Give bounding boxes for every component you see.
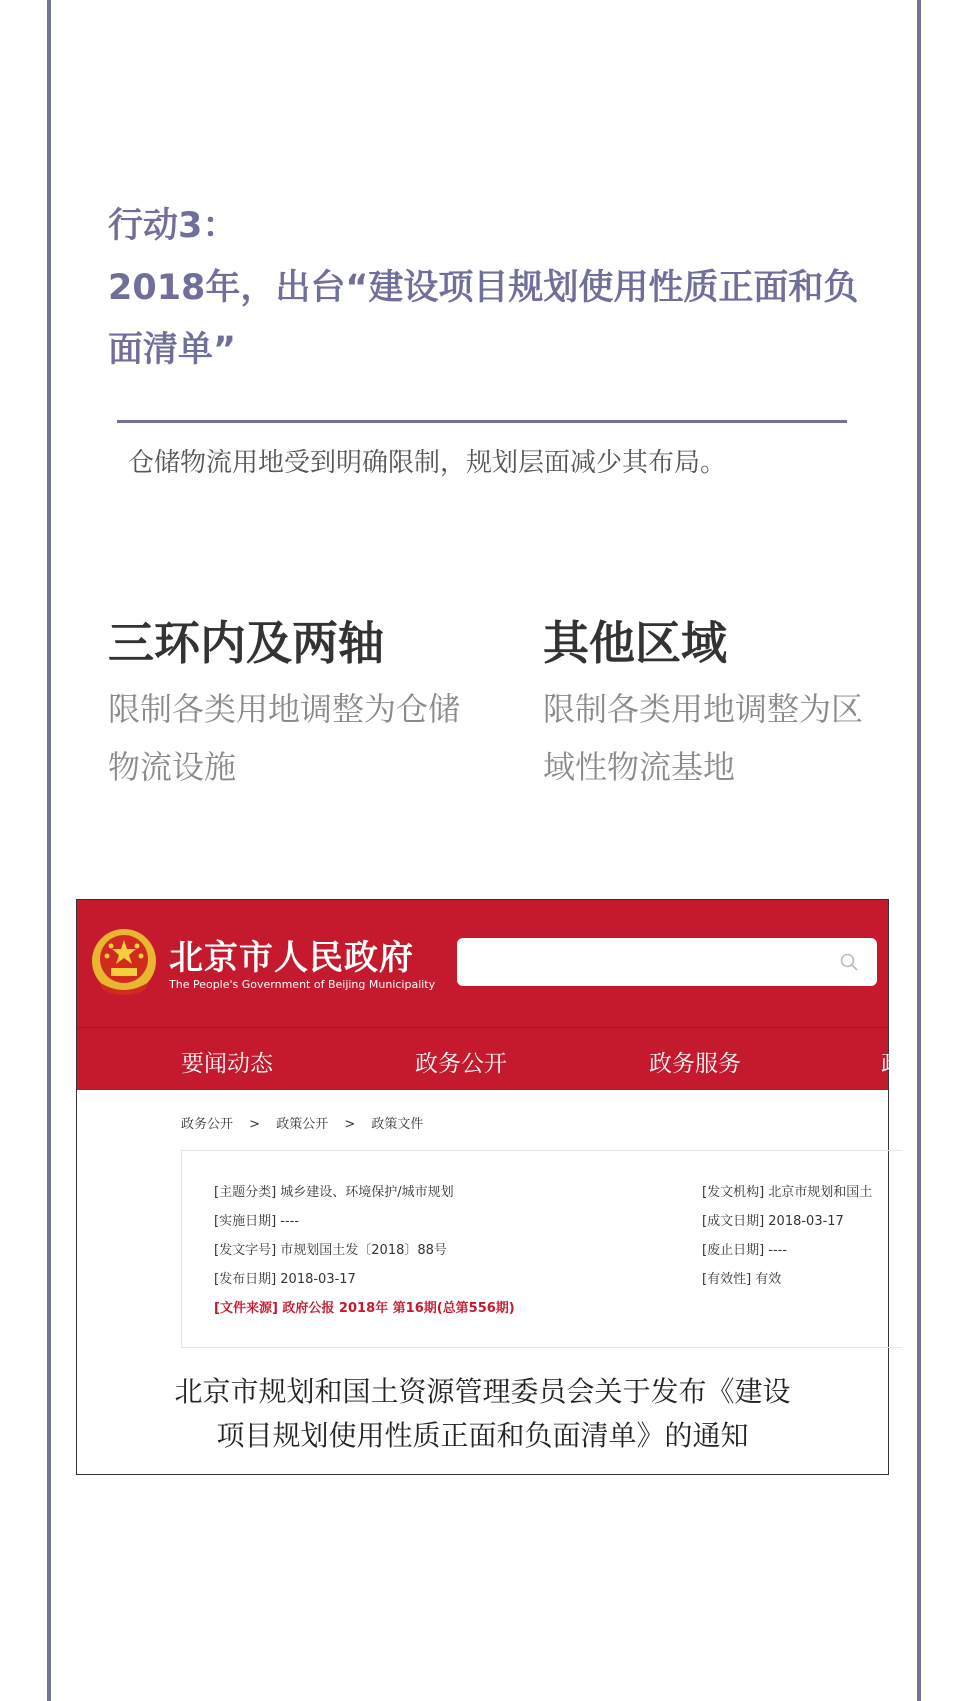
nav-item-open-affairs[interactable]: 政务公开 (415, 1051, 507, 1077)
meta-publish-date: [发布日期] 2018-03-17 (214, 1272, 356, 1287)
column-other-areas (543, 612, 923, 796)
search-input[interactable] (457, 938, 877, 986)
column-inner-ring (108, 612, 488, 796)
national-emblem-icon (89, 926, 159, 996)
nav-item-news[interactable]: 要闻动态 (181, 1051, 273, 1077)
site-name-cn: 北京市人民政府 (169, 938, 414, 978)
heading-line-2: 2018年，出台“建设项目规划使用性质正面和负 (108, 268, 859, 308)
document-meta-box (181, 1150, 902, 1348)
column-text (543, 680, 923, 796)
meta-doc-number: [发文字号] 市规划国土发〔2018〕88号 (214, 1243, 447, 1258)
nav-separator (77, 1027, 888, 1028)
document-title-line-2: 项目规划使用性质正面和负面清单》的通知 (216, 1419, 749, 1452)
breadcrumb-separator: > (344, 1117, 356, 1132)
column-text (108, 680, 488, 796)
meta-effective-date: [实施日期] ---- (214, 1214, 300, 1229)
breadcrumb-item[interactable]: 政务公开 (181, 1117, 234, 1132)
heading-line-3: 面清单” (108, 330, 237, 370)
breadcrumb-item[interactable]: 政策公开 (276, 1117, 329, 1132)
site-name-en: The People's Government of Beijing Municipality (169, 978, 436, 991)
meta-validity: [有效性] 有效 (702, 1272, 782, 1287)
column-title: 其他区域 (543, 616, 727, 670)
right-frame-line (917, 0, 921, 1701)
meta-issuer: [发文机构] 北京市规划和国土 (702, 1185, 873, 1200)
meta-repeal-date: [废止日期] ---- (702, 1243, 788, 1258)
left-frame-line (47, 0, 51, 1701)
search-icon[interactable] (839, 952, 859, 972)
nav-item-services[interactable]: 政务服务 (649, 1051, 741, 1077)
column-text-line-2: 物流设施 (108, 748, 237, 786)
column-text-line-1: 限制各类用地调整为区 (543, 690, 864, 728)
breadcrumb (181, 1113, 435, 1132)
meta-written-date: [成文日期] 2018-03-17 (702, 1214, 844, 1229)
meta-source[interactable]: [文件来源] 政府公报 2018年 第16期(总第556期) (214, 1301, 515, 1316)
heading-line-1: 行动3： (108, 206, 238, 246)
document-title-line-1: 北京市规划和国土资源管理委员会关于发布《建设 (174, 1375, 791, 1408)
column-text-line-1: 限制各类用地调整为仓储 (108, 690, 461, 728)
breadcrumb-separator: > (249, 1117, 261, 1132)
meta-topic: [主题分类] 城乡建设、环境保护/城市规划 (214, 1185, 454, 1200)
section-divider (117, 420, 847, 423)
breadcrumb-item[interactable]: 政策文件 (371, 1117, 424, 1132)
column-title: 三环内及两轴 (108, 616, 384, 670)
document-title (77, 1370, 888, 1458)
nav-item-truncated[interactable]: 政 (881, 1051, 904, 1077)
column-text-line-2: 域性物流基地 (543, 748, 736, 786)
action-heading (108, 195, 888, 381)
section-subtitle: 仓储物流用地受到明确限制，规划层面减少其布局。 (128, 448, 727, 478)
gov-site-screenshot (76, 899, 904, 1475)
gov-header (77, 900, 904, 1090)
